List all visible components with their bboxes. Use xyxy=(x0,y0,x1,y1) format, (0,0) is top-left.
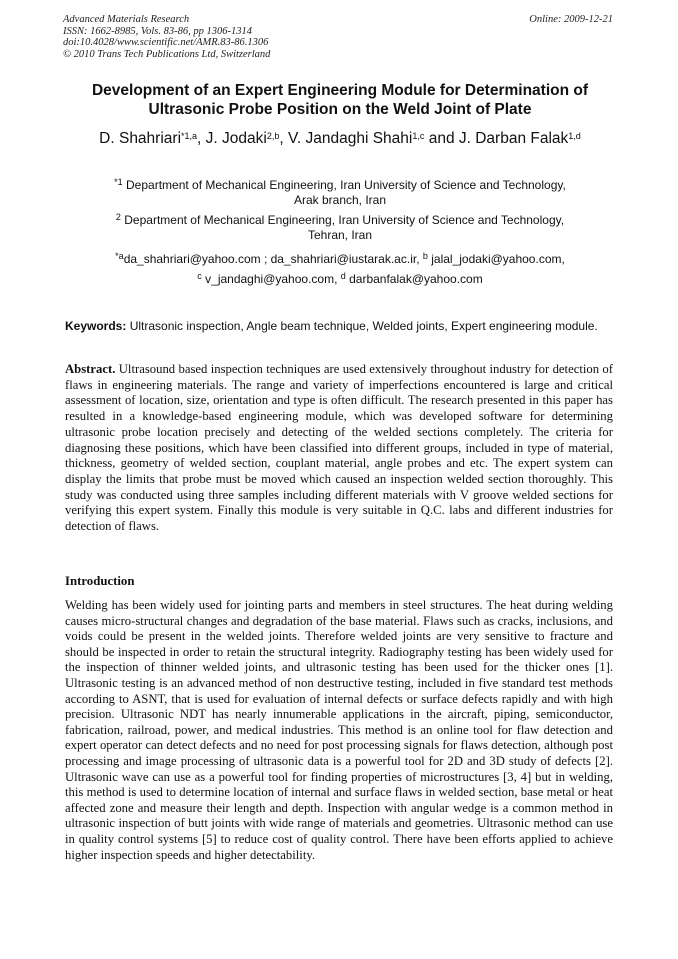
journal-name: Advanced Materials Research xyxy=(63,14,190,25)
author-name: J. Jodaki xyxy=(205,130,267,147)
author-sep: and xyxy=(424,130,459,147)
paper-title: Development of an Expert Engineering Module for Determination of Ultrasonic Probe Position on the Weld Joint of Plate xyxy=(91,82,589,118)
introduction-body: Welding has been widely used for jointing parts and members in steel structures. The heat during welding causes micro-structural changes and degradation of the base material. Flaws such as cracks, inclusions, and voids could be present in the welded joints. Therefore welded joints are very sensitive to fracture and should be inspected in order to retain the structural integrity. Radiography testing has been widely used for the inspection of thinner welded joints, and ultrasonic testing has been used for the thicker ones [1]. Ultrasonic testing is an advanced method of non destructive testing, included in five standard test methods according to ASNT, that is used for evaluation of internal defects or surface defects rapidly and with high precision. Ultrasonic NDT has nearly innumerable applications in the aircraft, piping, semiconductor, fabrication, railroad, power, and medical industries. This method is an online tool for flaw detection and expert operator can detect defects and no need for post processing signals for flaws detection, although post processing and image processing of ultrasonic data is a powerful tool for 2D and 3D study of defects [2]. Ultrasonic wave can use as a powerful tool for finding properties of microstructures [3, 4] but in welding, this method is used to determine location of internal and surface flaws in welded section, base metal or heat affected zone and measure their length and depth. Inspection with angular wedge is a common method in ultrasonic inspection of butt joints with wide range of materials and geometries. Ultrasonic method can use in quality control systems [5] to reduce cost of quality control. There have been efforts applied to achieve higher inspection speeds and higher detectability. xyxy=(65,598,613,862)
author-name: D. Shahriari xyxy=(99,130,182,147)
email-address: darbanfalak@yahoo.com xyxy=(349,272,483,286)
author-sep: , xyxy=(197,130,206,147)
abstract-text: Ultrasound based inspection techniques are used extensively throughout industry for detection of flaws in engineering materials. The range and variety of imperfections encountered is large and critical assessment of location, size, orientation and type is often difficult. The research presented in this paper has resulted in a knowledge-based engineering module, which was developed software for determining ultrasonic probe location precisely and detecting of the welded sections completely. The criteria for diagnosing these positions, which have been classified into different groups, included in type of material, thickness, geometry of welded section, couplant material, angle probes and etc. The expert system can display the limits that probe must be moved which caused an inspection welded section thoroughly. This study was conducted using three samples including different materials with V groove welded sections for verifying this expert system. Finally this module is very suitable in Q.C. labs and different industries for detection of flaws. xyxy=(65,362,613,534)
email-address: jalal_jodaki@yahoo.com, xyxy=(431,252,565,266)
online-date: Online: 2009-12-21 xyxy=(529,14,613,25)
author-sup: 2,b xyxy=(266,131,280,141)
affiliation-text: Department of Mechanical Engineering, Iran University of Science and Technology, xyxy=(126,178,566,192)
email-address: da_shahriari@yahoo.com ; da_shahriari@iustarak.ac.ir, xyxy=(123,252,420,266)
author-sep: , xyxy=(279,130,288,147)
affiliation-1 xyxy=(70,178,610,208)
abstract-section xyxy=(65,362,613,535)
affiliation-text: Department of Mechanical Engineering, Iran University of Science and Technology, xyxy=(124,213,565,227)
author-list xyxy=(40,129,640,149)
affiliation-text: Arak branch, Iran xyxy=(293,193,387,207)
abstract-label: Abstract. xyxy=(65,362,116,376)
affiliation-2 xyxy=(70,213,610,243)
email-line-2 xyxy=(50,269,630,289)
email-sup: *a xyxy=(115,251,124,261)
author-sup: 1,d xyxy=(568,131,581,141)
email-line-1 xyxy=(50,249,630,269)
affiliation-sup: *1 xyxy=(114,177,123,187)
section-heading: Introduction xyxy=(65,574,135,588)
issn-line: ISSN: 1662-8985, Vols. 83-86, pp 1306-1314 xyxy=(63,25,252,37)
affiliation-sup: 2 xyxy=(115,212,121,222)
email-sup: b xyxy=(422,251,428,261)
doi-line: doi:10.4028/www.scientific.net/AMR.83-86.1306 xyxy=(63,37,269,48)
keywords-label: Keywords: xyxy=(65,319,127,333)
author-name: V. Jandaghi Shahi xyxy=(287,130,413,147)
journal-header xyxy=(63,14,270,60)
affiliation-text: Tehran, Iran xyxy=(307,228,373,242)
author-name: J. Darban Falak xyxy=(458,130,569,147)
keywords-text: Ultrasonic inspection, Angle beam technique, Welded joints, Expert engineering module. xyxy=(129,319,598,333)
email-sup: d xyxy=(340,271,346,281)
keywords-section xyxy=(65,319,613,334)
author-sup: *1,a xyxy=(181,131,198,141)
copyright-line: © 2010 Trans Tech Publications Ltd, Switzerland xyxy=(63,48,271,60)
author-sup: 1,c xyxy=(412,131,425,141)
email-sup: c xyxy=(197,271,202,281)
email-address: v_jandaghi@yahoo.com, xyxy=(205,272,338,286)
